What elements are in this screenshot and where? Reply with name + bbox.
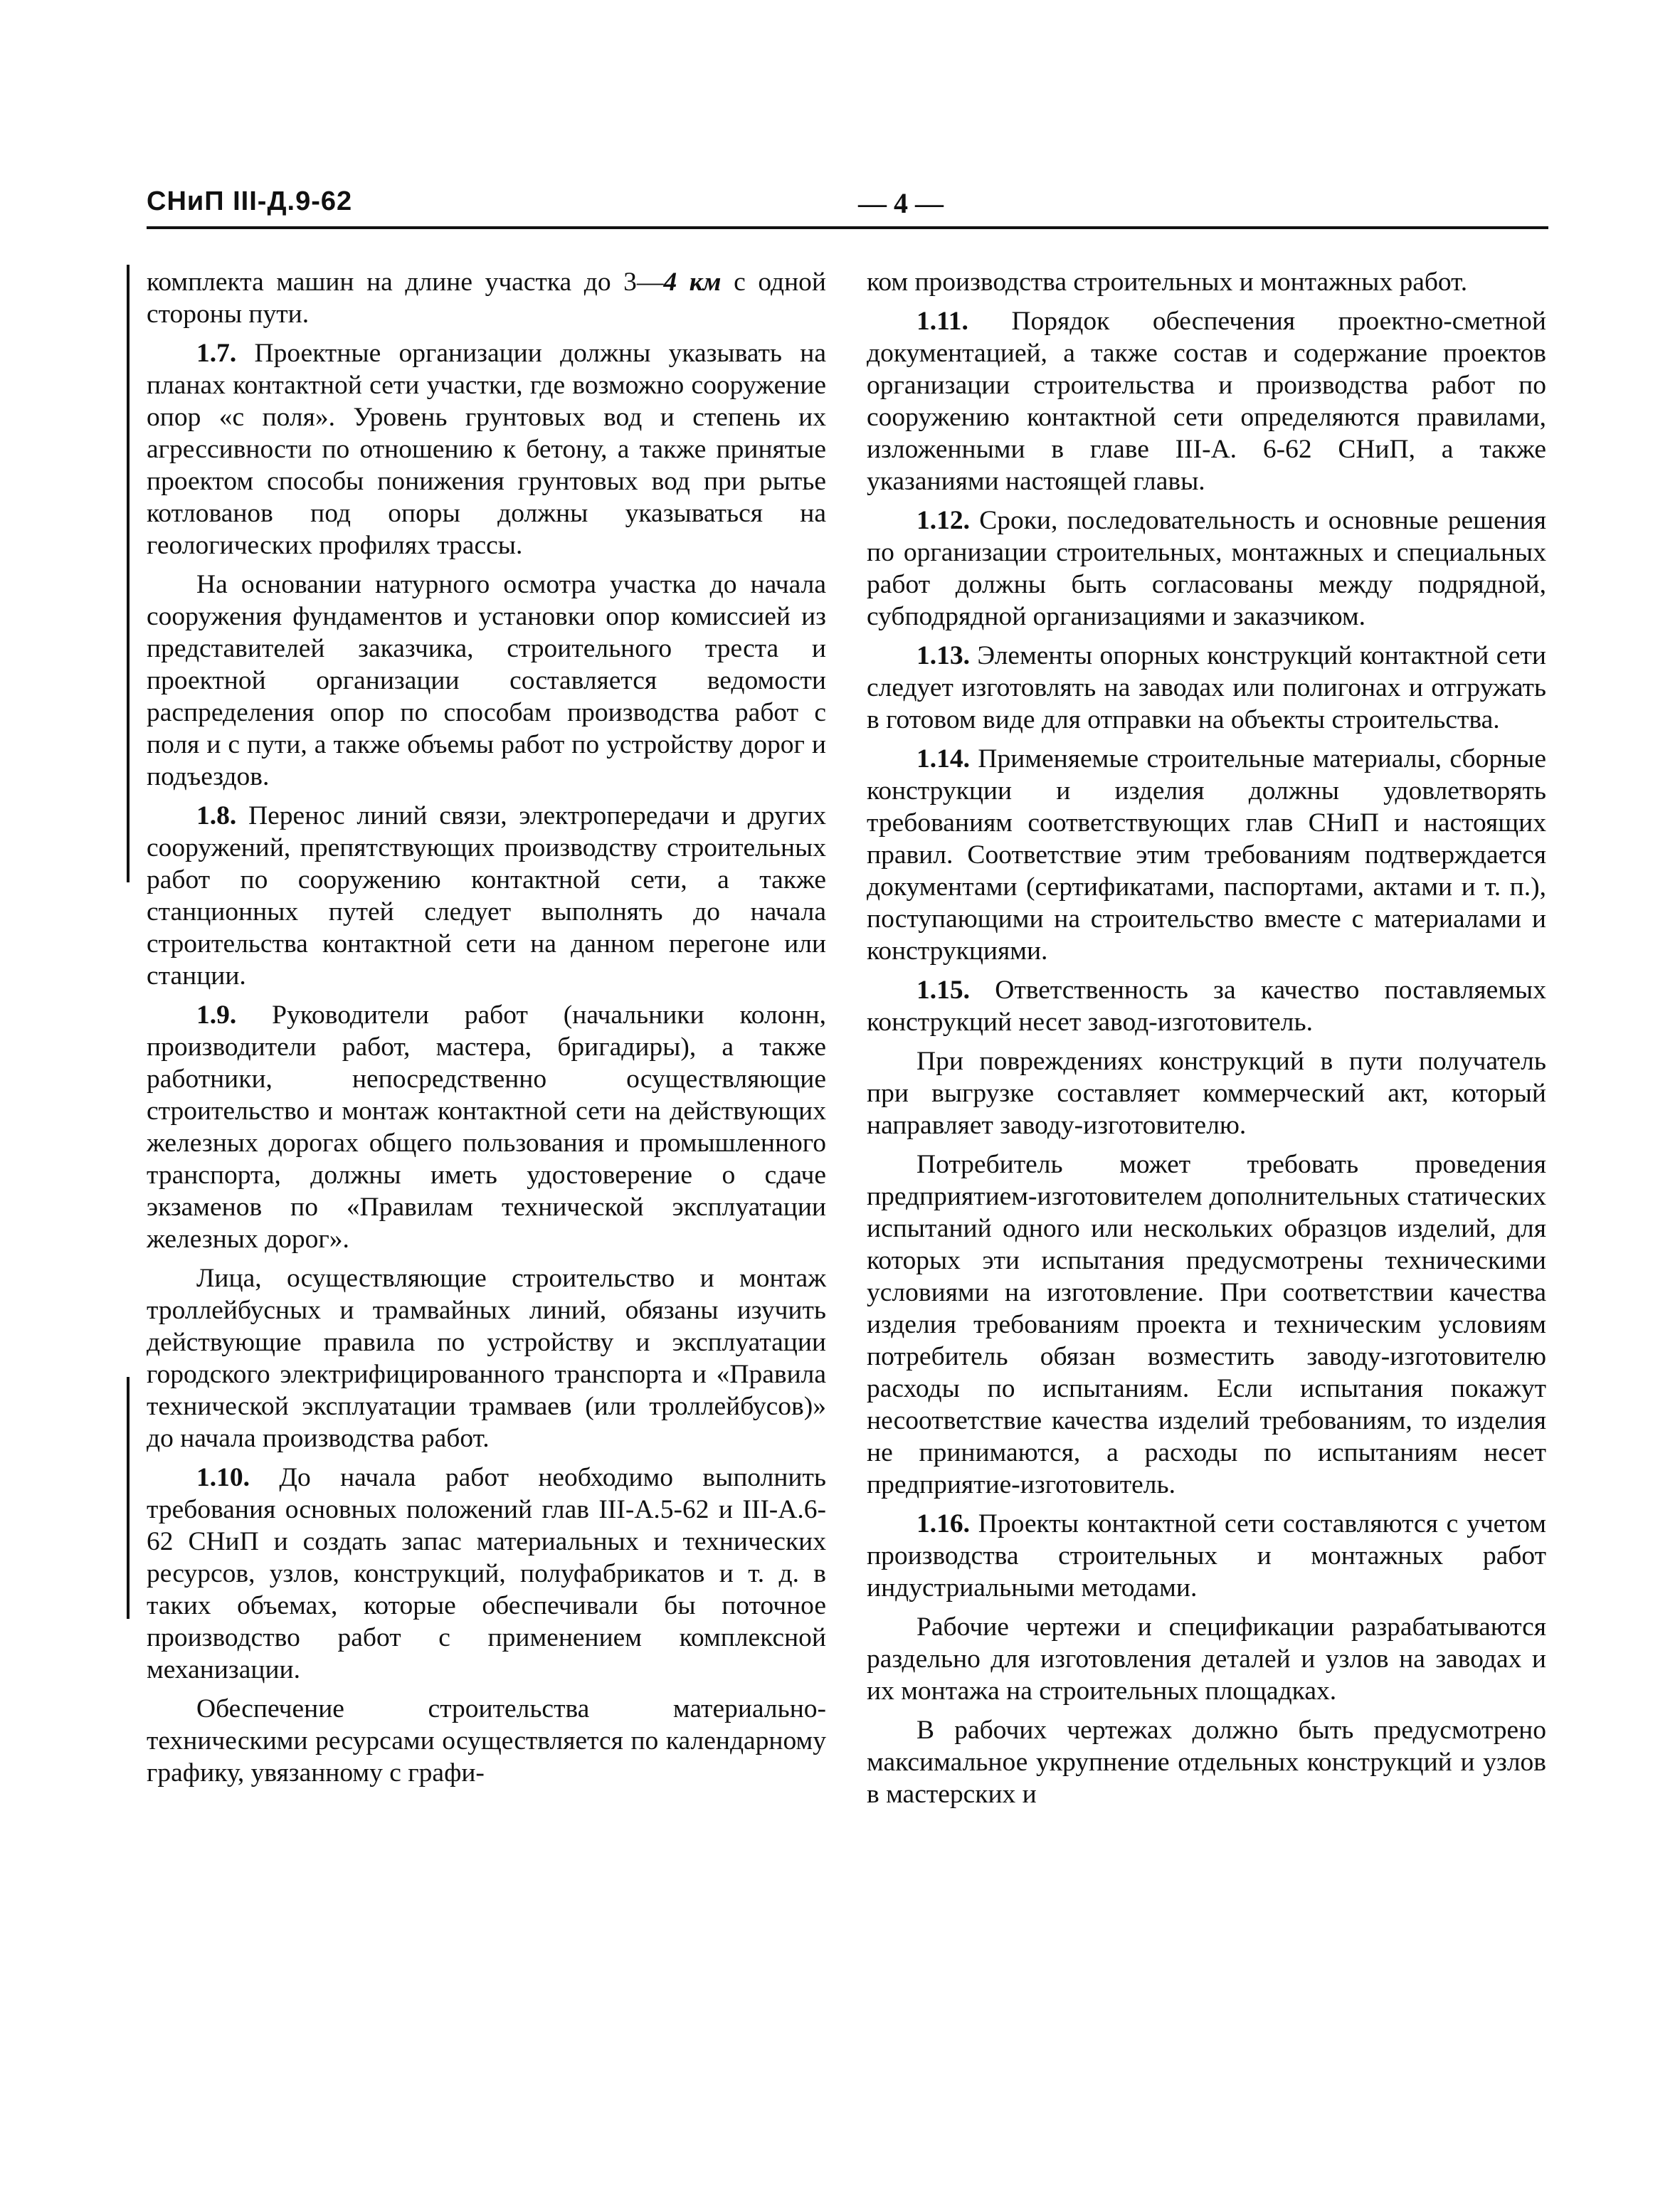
paragraph: Рабочие чертежи и спецификации разрабатываются раздельно для изготовления деталей и узлов на заводах и их монтажа на строительных площадках. [867,1612,1546,1706]
clause-1-8: 1.8. Перенос линий связи, электропередачи и других сооружений, препятствующих производству строительных работ по сооружению контактной сети, а также станционных путей следует выполнять до начала строительства контактной сети на данном перегоне или станции. [147,801,826,991]
left-column [147,266,826,1796]
paragraph: ком производства строительных и монтажных работ. [867,268,1468,297]
document-code: СНиП III-Д.9-62 [147,186,353,216]
clause-1-10: 1.10. До начала работ необходимо выполнить требования основных положений глав III-А.5-62 и III-А.6-62 СНиП и создать запас материальных и технических ресурсов, узлов, конструкций, полуфабрикатов и т. д. в таких объемах, которые обеспечивали бы поточное производство работ с применением комплексной механизации. [147,1463,826,1684]
clause-1-11: 1.11. Порядок обеспечения проектно-сметной документацией, а также состав и содержание проектов организации строительства и производства работ по сооружению контактной сети определяются правилами, изложенными в главе III-А. 6-62 СНиП, а также указаниями настоящей главы. [867,307,1546,496]
margin-bar [127,265,130,882]
clause-1-13: 1.13. Элементы опорных конструкций контактной сети следует изготовлять на заводах или полигонах и отгружать в готовом виде для отправки на объекты строительства. [867,641,1546,734]
paragraph: комплекта машин на длине участка до 3—4 км с одной стороны пути. [147,268,826,329]
paragraph: Потребитель может требовать проведения предприятием-изготовителем дополнительных статических испытаний одного или нескольких образцов изделий, для которых эти испытания предусмотрены техническими условиями на изготовление. При соответствии качества изделия требованиям проекта и техническим условиям потребитель обязан возместить заводу-изготовителю расходы по испытаниям. Если испытания покажут несоответствие качества изделий требованиям, то изделия не принимаются, а расходы по испытаниям несет предприятие-изготовитель. [867,1150,1546,1499]
paragraph: При повреждениях конструкций в пути получатель при выгрузке составляет коммерческий акт, который направляет заводу-изготовителю. [867,1047,1546,1140]
paragraph: Лица, осуществляющие строительство и монтаж троллейбусных и трамвайных линий, обязаны изучить действующие правила по устройству и эксплуатации городского электрифицированного транспорта и «Правила технической эксплуатации трамваев (или троллейбусов)» до начала производства работ. [147,1264,826,1453]
clause-1-15: 1.15. Ответственность за качество поставляемых конструкций несет завод-изготовитель. [867,976,1546,1037]
clause-1-16: 1.16. Проекты контактной сети составляются с учетом производства строительных и монтажных работ индустриальными методами. [867,1509,1546,1602]
clause-1-9: 1.9. Руководители работ (начальники колонн, производители работ, мастера, бригадиры), а также работники, непосредственно осуществляющие строительство и монтаж контактной сети на действующих железных дорогах общего пользования и промышленного транспорта, должны иметь удостоверение о сдаче экзаменов по «Правилам технической эксплуатации железных дорог». [147,1000,826,1254]
clause-1-7: 1.7. Проектные организации должны указывать на планах контактной сети участки, где возможно сооружение опор «с поля». Уровень грунтовых вод и степень их агрессивности по отношению к бетону, а также принятые проектом способы понижения грунтовых вод при рытье котлованов под опоры должны указываться на геологических профилях трассы. [147,339,826,560]
right-column [867,266,1546,1817]
paragraph: На основании натурного осмотра участка до начала сооружения фундаментов и установки опор комиссией из представителей заказчика, строительного треста и проектной организации составляется ведомости распределения опор по способам производства работ с поля и с пути, а также объемы работ по устройству дорог и подъездов. [147,570,826,791]
paragraph: Обеспечение строительства материально-техническими ресурсами осуществляется по календарному графику, увязанному с графи- [147,1694,826,1788]
clause-1-14: 1.14. Применяемые строительные материалы, сборные конструкции и изделия должны удовлетворять требованиям соответствующих глав СНиП и настоящих правил. Соответствие этим требованиям подтверждается документами (сертификатами, паспортами, актами и т. п.), поступающими на строительство вместе с материалами и конструкциями. [867,744,1546,966]
margin-bar [127,1377,130,1619]
page-number: — 4 — [858,187,944,219]
header-rule [147,226,1548,229]
clause-1-12: 1.12. Сроки, последовательность и основные решения по организации строительных, монтажных и специальных работ должны быть согласованы между подрядной, субподрядной организациями и заказчиком. [867,506,1546,631]
page-header [147,186,1548,229]
paragraph: В рабочих чертежах должно быть предусмотрено максимальное укрупнение отдельных конструкций и узлов в мастерских и [867,1716,1546,1809]
